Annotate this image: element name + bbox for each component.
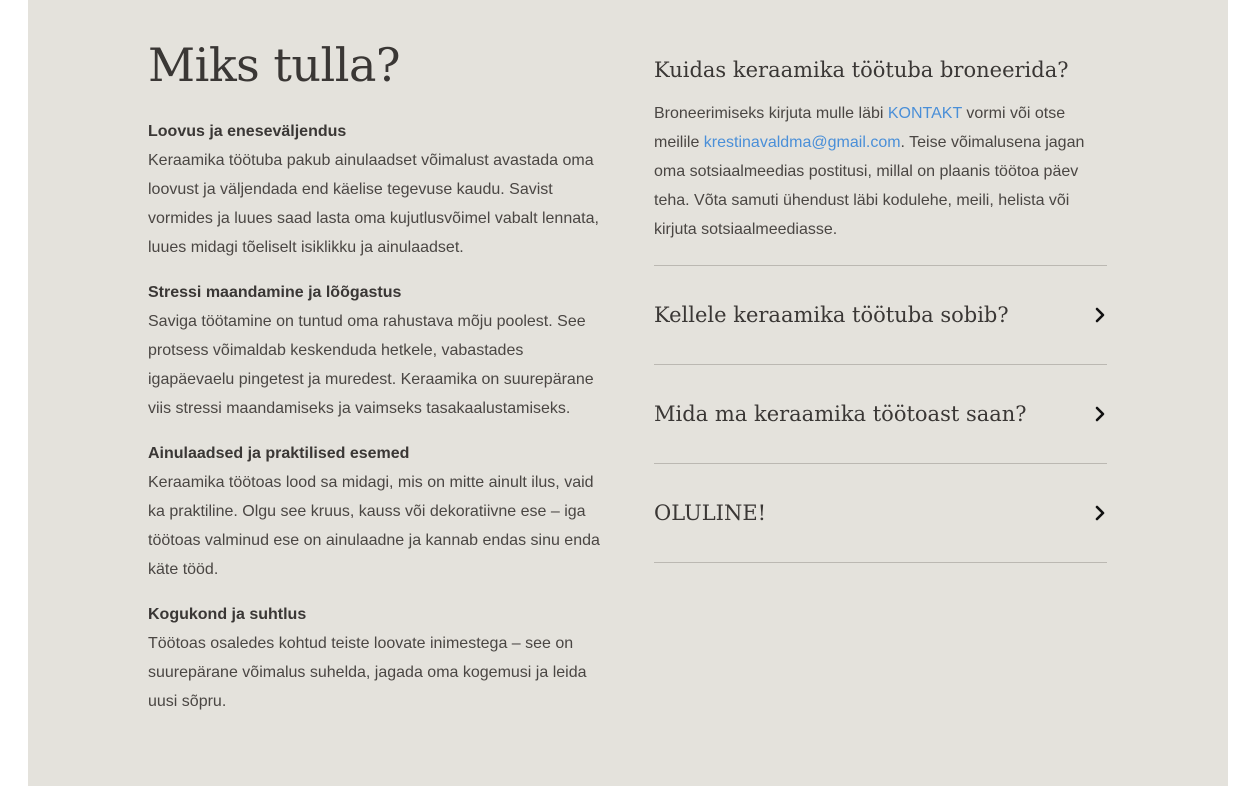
reason-title: Loovus ja eneseväljendus bbox=[148, 123, 347, 140]
reason-block bbox=[148, 600, 608, 716]
booking-text-part: . Teise võimalusena jagan oma sotsiaalmeedias postitusi, millal on plaanis töötoa päev teha. Võta samuti ühendust läbi kodulehe, meili, helista või kirjuta sotsiaalmeediasse. bbox=[654, 134, 1085, 238]
reason-text: Töötoas osaledes kohtud teiste loovate inimestega – see on suurepärane võimalus suhelda, jagada oma kogemusi ja leida uusi sõpru. bbox=[148, 635, 587, 710]
reason-title: Ainulaadsed ja praktilised esemed bbox=[148, 445, 410, 462]
reason-block bbox=[148, 278, 608, 423]
booking-text bbox=[654, 99, 1107, 266]
reason-title: Kogukond ja suhtlus bbox=[148, 606, 307, 623]
chevron-right-icon bbox=[1093, 407, 1107, 421]
contact-link[interactable]: KONTAKT bbox=[887, 105, 962, 122]
accordion-item-who-suits[interactable] bbox=[654, 266, 1107, 365]
accordion-title: Mida ma keraamika töötoast saan? bbox=[654, 402, 1027, 426]
booking-text-part: vormi või otse meilile bbox=[654, 105, 1066, 151]
booking-section bbox=[654, 50, 1107, 563]
reason-text: Keraamika töötoas lood sa midagi, mis on mitte ainult ilus, vaid ka praktiline. Olgu see kruus, kauss või dekoratiivne ese – iga töötoas valminud ese on ainulaadne ja kannab endas sinu enda käte tööd. bbox=[148, 474, 600, 578]
reason-text: Saviga töötamine on tuntud oma rahustava mõju poolest. See protsess võimaldab keskenduda hetkele, vabastades igapäevaelu pingetest ja muredest. Keraamika on suurepärane viis stressi maandamiseks ja vaimseks tasakaalustamiseks. bbox=[148, 313, 594, 417]
content-panel bbox=[28, 0, 1228, 786]
booking-heading: Kuidas keraamika töötuba broneerida? bbox=[654, 58, 1069, 82]
booking-text-part: Broneerimiseks kirjuta mulle läbi bbox=[654, 105, 888, 122]
chevron-right-icon bbox=[1093, 506, 1107, 520]
why-come-section bbox=[148, 30, 608, 716]
accordion-item-what-get[interactable] bbox=[654, 365, 1107, 464]
email-link[interactable]: krestinavaldma@gmail.com bbox=[703, 134, 901, 151]
accordion-title: Kellele keraamika töötuba sobib? bbox=[654, 303, 1009, 327]
accordion-title: OLULINE! bbox=[654, 501, 767, 525]
reason-block bbox=[148, 439, 608, 584]
accordion-item-important[interactable] bbox=[654, 464, 1107, 563]
reason-block bbox=[148, 117, 608, 262]
reason-text: Keraamika töötuba pakub ainulaadset võimalust avastada oma loovust ja väljendada end käelise tegevuse kaudu. Savist vormides ja luues saad lasta oma kujutlusvõimel vabalt lennata, luues midagi tõeliselt isiklikku ja ainulaadset. bbox=[148, 152, 599, 256]
chevron-right-icon bbox=[1093, 308, 1107, 322]
reason-title: Stressi maandamine ja lõõgastus bbox=[148, 284, 402, 301]
section-heading: Miks tulla? bbox=[148, 38, 401, 92]
